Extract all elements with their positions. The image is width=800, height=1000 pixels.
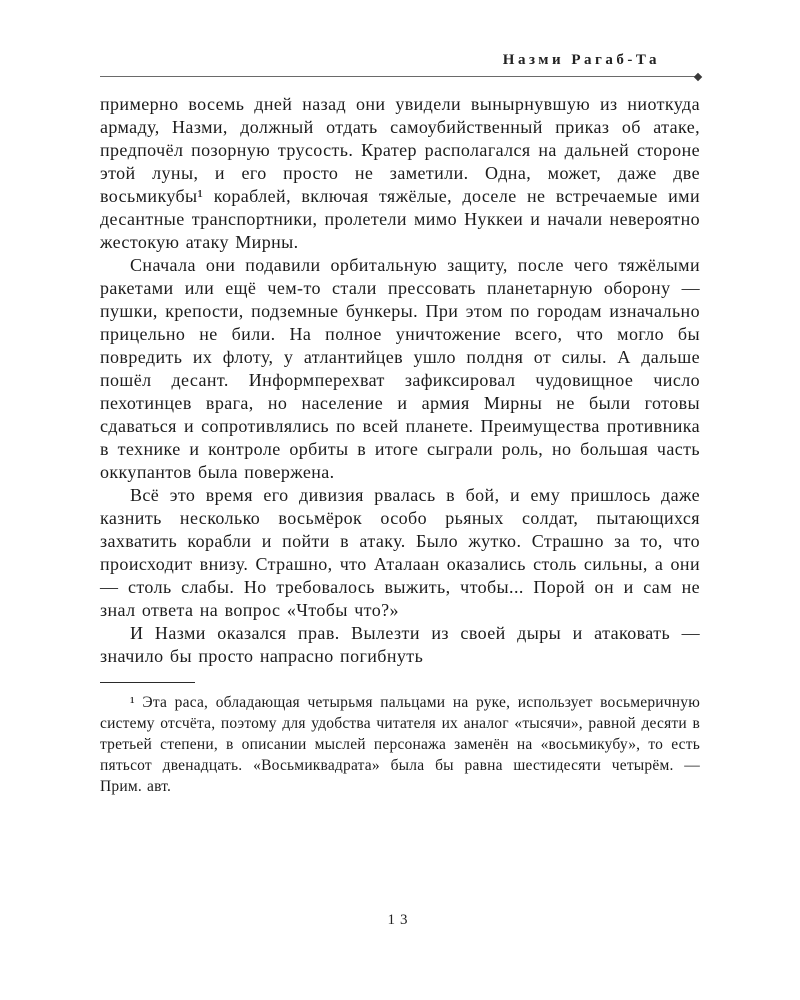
paragraph: примерно восемь дней назад они увидели вынырнувшую из ниоткуда армаду, Назми, должный отдать самоубийственный приказ об атаке, предпочёл позорную трусость. Кратер располагался на дальней стороне этой луны, и его просто не заметили. Одна, может, даже две восьмикубы¹ кораблей, включая тяжёлые, доселе не встречаемые ими десантные транспортники, пролетели мимо Нуккеи и начали невероятно жестокую атаку Мирны. [100,94,700,252]
footnote-text: ¹ Эта раса, обладающая четырьмя пальцами на руке, использует восьмеричную систему отсчёта, поэтому для удобства читателя их аналог «тысячи», равной десяти в третьей степени, в описании мыслей персонажа заменён на «восьмикубу», то есть пятьсот двенадцать. «Восьмиквадрата» была бы равна шестидесяти четырём. — Прим. авт. [100,694,700,795]
paragraph: Сначала они подавили орбитальную защиту, после чего тяжёлыми ракетами или ещё чем-то стали прессовать планетарную оборону — пушки, крепости, подземные бункеры. При этом по городам изначально прицельно не били. На полное уничтожение всего, что могло бы повредить их флоту, у атлантийцев ушло полдня от силы. А дальше пошёл десант. Информперехват зафиксировал чудовищное число пехотинцев врага, но население и армия Мирны не были готовы сдаваться и сопротивлялись по всей планете. Преимущества противника в технике и контроле орбиты в итоге сыграли роль, но большая часть оккупантов была повержена. [100,255,700,482]
diamond-icon [694,72,702,80]
body-text [100,93,700,668]
paragraph: И Назми оказался прав. Вылезти из своей дыры и атаковать — значило бы просто напрасно погибнуть [100,623,700,666]
footnote-block [100,682,700,797]
page-number: 13 [387,912,413,928]
page-content [100,52,700,797]
running-header [100,52,700,77]
paragraph: Всё это время его дивизия рвалась в бой, и ему пришлось даже казнить несколько восьмёрок особо рьяных солдат, пытающихся захватить корабли и пойти в атаку. Было жутко. Страшно за то, что происходит внизу. Страшно, что Аталаан оказались столь сильны, а они — столь слабы. Но требовалось выжить, чтобы... Порой он и сам не знал ответа на вопрос «Чтобы что?» [100,485,700,620]
header-rule [100,76,700,77]
footnote-separator [100,682,195,683]
running-header-title: Назми Рагаб-Та [502,52,660,68]
